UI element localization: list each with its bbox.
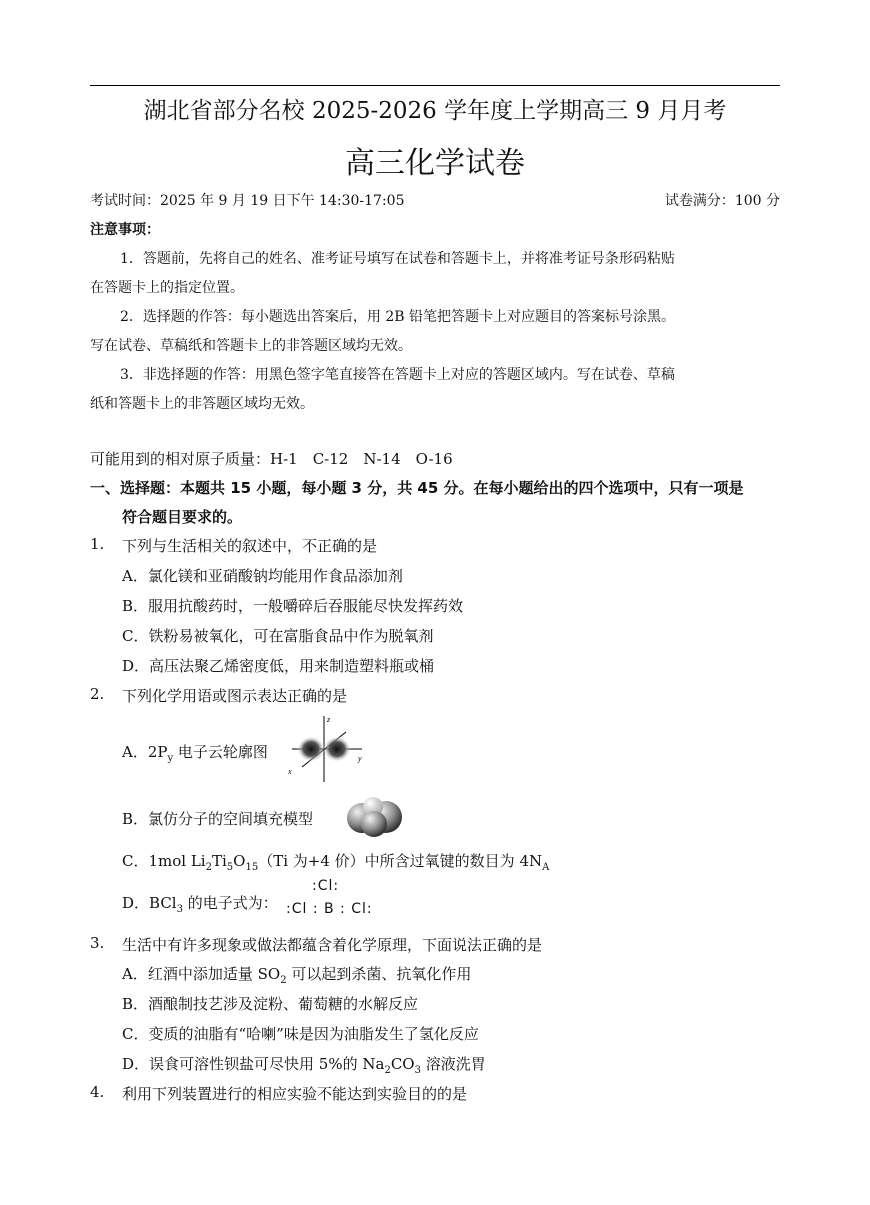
q3-number: 3. bbox=[90, 934, 105, 952]
q1-option-d: D．高压法聚乙烯密度低，用来制造塑料瓶或桶 bbox=[122, 657, 435, 675]
axis-label-y: y bbox=[358, 754, 362, 763]
atomic-mass: 可能用到的相对原子质量：H-1 C-12 N-14 O-16 bbox=[90, 450, 453, 468]
orbital-diagram bbox=[282, 712, 372, 784]
q2-option-a: A．$2P_y$ 电子云轮廓图 bbox=[122, 743, 268, 764]
q3-stem: 生活中有许多现象或做法都蕴含着化学原理，下面说法正确的是 bbox=[122, 936, 543, 954]
note-3-line-2: 纸和答题卡上的非答题区域均无效。 bbox=[90, 396, 314, 412]
chloroform-model bbox=[346, 794, 404, 840]
full-score: 试卷满分：100 分 bbox=[664, 193, 780, 209]
orbital-lobe-left bbox=[297, 736, 325, 762]
q2-stem: 下列化学用语或图示表达正确的是 bbox=[122, 687, 348, 705]
note-1-line-1: 1．答题前，先将自己的姓名、准考证号填写在试卷和答题卡上，并将准考证号条形码粘贴 bbox=[120, 251, 675, 267]
q2-option-c: C．1mol $Li_2Ti_5O_{15}(Ti$ 为+4 价）中所含过氧键的数目为 $4N_A$ bbox=[122, 852, 550, 873]
q2-number: 2. bbox=[90, 685, 105, 703]
q2-option-b: B．氯仿分子的空间填充模型 bbox=[122, 810, 314, 828]
section-1-line-1: 一、选择题：本题共 15 小题，每小题 3 分，共 45 分。在每小题给出的四个选项中，只有一项是 bbox=[90, 479, 744, 497]
axis-label-z: z bbox=[327, 715, 331, 724]
exam-title: 高三化学试卷 bbox=[345, 146, 525, 181]
exam-subtitle: 湖北省部分名校 2025-2026 学年度上学期高三 9 月月考 bbox=[143, 98, 727, 124]
axis-label-x: x bbox=[288, 767, 292, 776]
notes-heading: 注意事项： bbox=[90, 222, 160, 238]
chlorine-atom-front bbox=[361, 811, 387, 837]
header-rule bbox=[90, 85, 780, 86]
q2-option-d: D．BCl$_3$ 的电子式为： bbox=[122, 894, 278, 915]
q4-stem: 利用下列装置进行的相应实验不能达到实验目的的是 bbox=[122, 1085, 468, 1103]
q1-number: 1. bbox=[90, 535, 105, 553]
q1-option-b: B．服用抗酸药时，一般嚼碎后吞服能尽快发挥药效 bbox=[122, 597, 464, 615]
q1-option-c: C．铁粉易被氧化，可在富脂食品中作为脱氧剂 bbox=[122, 627, 434, 645]
note-2-line-2: 写在试卷、草稿纸和答题卡上的非答题区域均无效。 bbox=[90, 338, 412, 354]
orbital-lobe-right bbox=[323, 736, 351, 762]
q3-option-a: A．红酒中添加适量 $SO_2$ 可以起到杀菌、抗氧化作用 bbox=[122, 965, 472, 986]
lewis-structure-middle: :Cl : B : Cl: bbox=[286, 901, 373, 917]
q3-option-b: B．酒酿制技艺涉及淀粉、葡萄糖的水解反应 bbox=[122, 995, 419, 1013]
q1-stem: 下列与生活相关的叙述中，不正确的是 bbox=[122, 537, 378, 555]
q4-number: 4. bbox=[90, 1083, 105, 1101]
note-1-line-2: 在答题卡上的指定位置。 bbox=[90, 280, 244, 296]
q3-option-d: D．误食可溶性钡盐可尽快用 5%的 $Na_2CO_3$ 溶液洗胃 bbox=[122, 1055, 486, 1076]
note-2-line-1: 2．选择题的作答：每小题选出答案后，用 2B 铅笔把答题卡上对应题目的答案标号涂黑。 bbox=[120, 309, 676, 325]
lewis-structure-top: :Cl: bbox=[312, 878, 340, 894]
exam-time: 考试时间：2025 年 9 月 19 日下午 14:30-17:05 bbox=[90, 193, 405, 209]
q1-option-a: A．氯化镁和亚硝酸钠均能用作食品添加剂 bbox=[122, 567, 403, 585]
note-3-line-1: 3．非选择题的作答：用黑色签字笔直接答在答题卡上对应的答题区域内。写在试卷、草稿 bbox=[120, 367, 675, 383]
section-1-line-2: 符合题目要求的。 bbox=[122, 508, 243, 526]
q3-option-c: C．变质的油脂有“哈喇”味是因为油脂发生了氢化反应 bbox=[122, 1025, 479, 1043]
